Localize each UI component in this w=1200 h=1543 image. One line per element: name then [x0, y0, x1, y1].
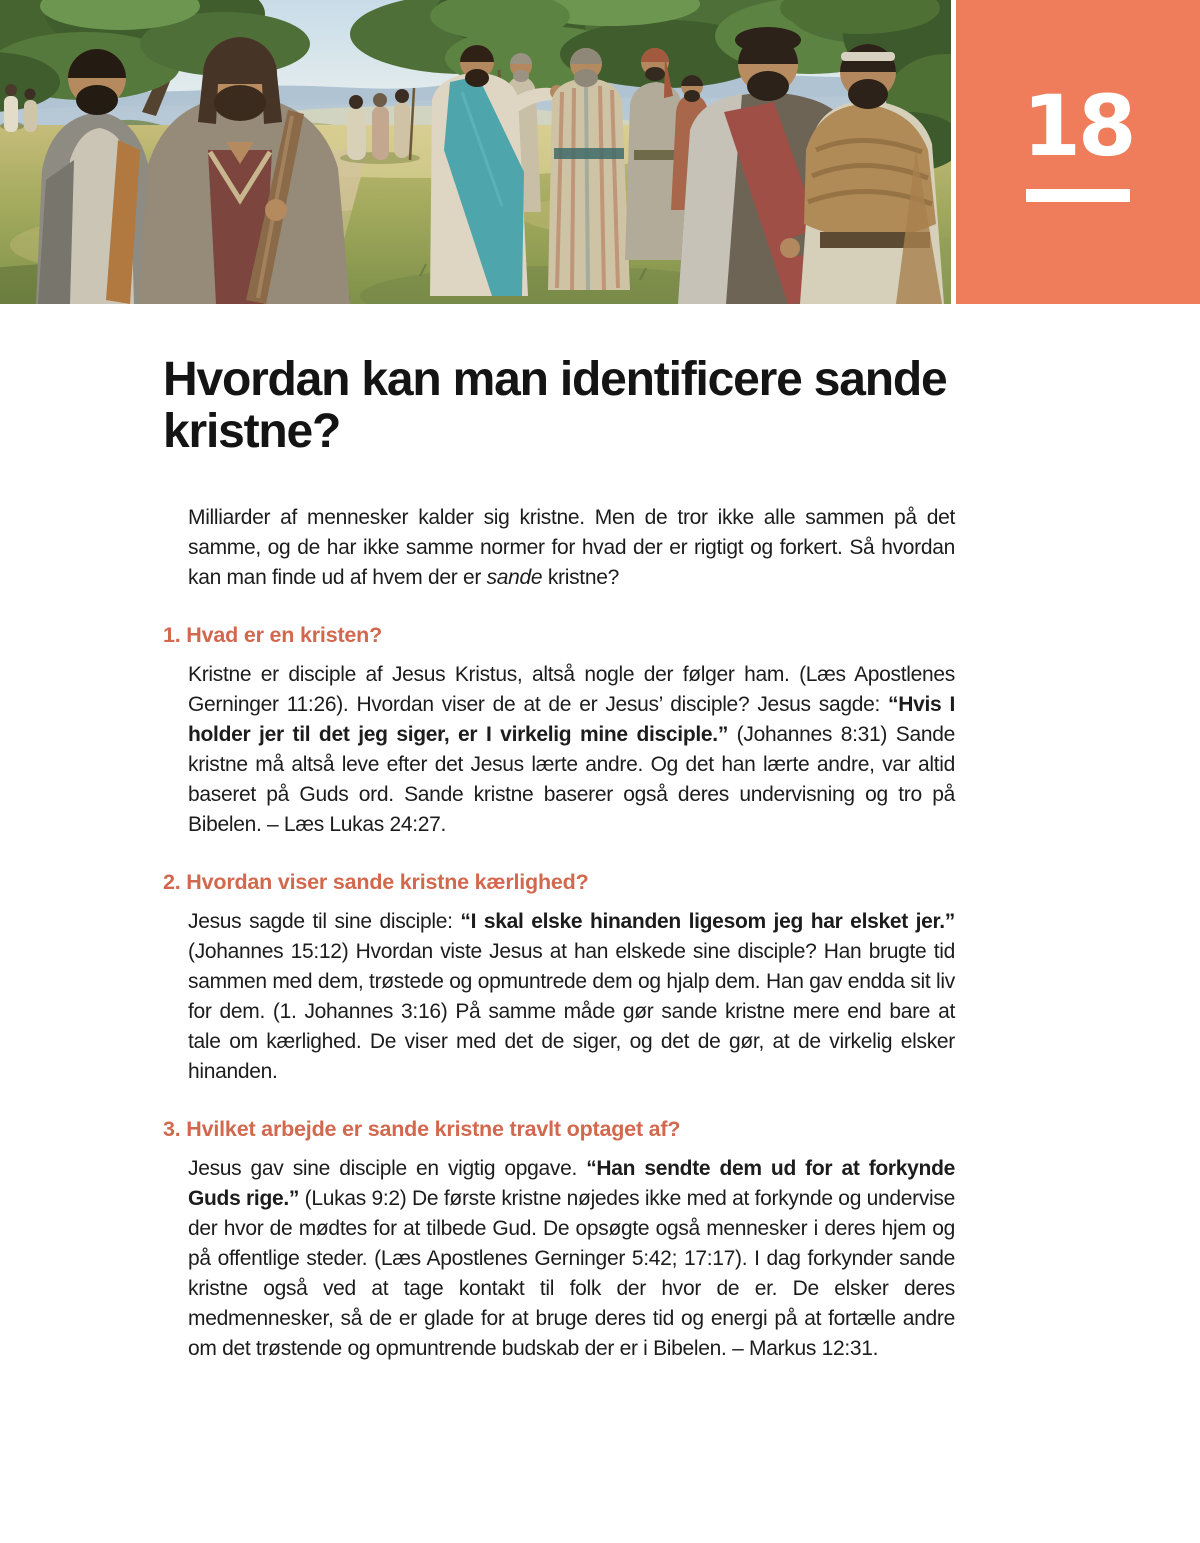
section-1 [163, 623, 955, 840]
lesson-content [163, 354, 955, 1364]
section-3-heading: 3. Hvilket arbejde er sande kristne travlt optaget af? [163, 1117, 681, 1141]
header-photo [0, 0, 951, 304]
intro-paragraph: Milliarder af mennesker kalder sig kristne. Men de tror ikke alle sammen på det samme, og de har ikke samme normer for hvad der er rigtigt og forkert. Så hvordan kan man finde ud af hvem der er sande kristne? [188, 506, 955, 589]
lesson-number: 18 [1022, 77, 1134, 175]
section-1-paragraph: Kristne er disciple af Jesus Kristus, altså nogle der følger ham. (Læs Apostlenes Gerninger 11:26). Hvordan viser de at de er Jesus’ disciple? Jesus sagde: “Hvis I holder jer til det jeg siger, er I virkelig mine disciple.” (Johannes 8:31) Sande kristne må altså leve efter det Jesus lærte andre. Og det han lærte andre, var altid baseret på Guds ord. Sande kristne baserer også deres undervisning og tro på Bibelen. – Læs Lukas 24:27. [188, 663, 955, 836]
figure-distant-walkers-path [340, 88, 420, 164]
lesson-number-underline [1026, 189, 1130, 202]
page-title: Hvordan kan man identificere sande kristne? [163, 353, 947, 458]
section-3 [163, 1117, 955, 1364]
section-2-paragraph: Jesus sagde til sine disciple: “I skal elske hinanden ligesom jeg har elsket jer.” (Johannes 15:12) Hvordan viste Jesus at han elskede sine disciple? Han brugte tid sammen med dem, trøstede og opmuntrede dem og hjalp dem. Han gav endda sit liv for dem. (1. Johannes 3:16) På samme måde gør sande kristne mere end bare at tale om kærlighed. De viser med det de siger, og det de gør, at de virkelig elsker hinanden. [188, 910, 955, 1083]
lesson-number-badge [956, 0, 1200, 304]
section-2 [163, 870, 955, 1087]
section-3-paragraph: Jesus gav sine disciple en vigtig opgave. “Han sendte dem ud for at forkynde Guds rige.” (Lukas 9:2) De første kristne nøjedes ikke med at forkynde og undervise der hvor de mødtes for at tilbede Gud. De opsøgte også mennesker i deres hjem og på offentlige steder. (Læs Apostlenes Gerninger 5:42; 17:17). I dag forkynder sande kristne også ved at tage kontakt til folk der hvor de er. De elsker deres medmennesker, så de er glade for at bruge deres tid og energi på at fortælle andre om det trøstende og opmuntrende budskab der er i Bibelen. – Markus 12:31. [188, 1157, 956, 1360]
section-1-heading: 1. Hvad er en kristen? [163, 623, 383, 647]
page-header [0, 0, 1200, 304]
section-2-heading: 2. Hvordan viser sande kristne kærlighed? [163, 870, 589, 894]
